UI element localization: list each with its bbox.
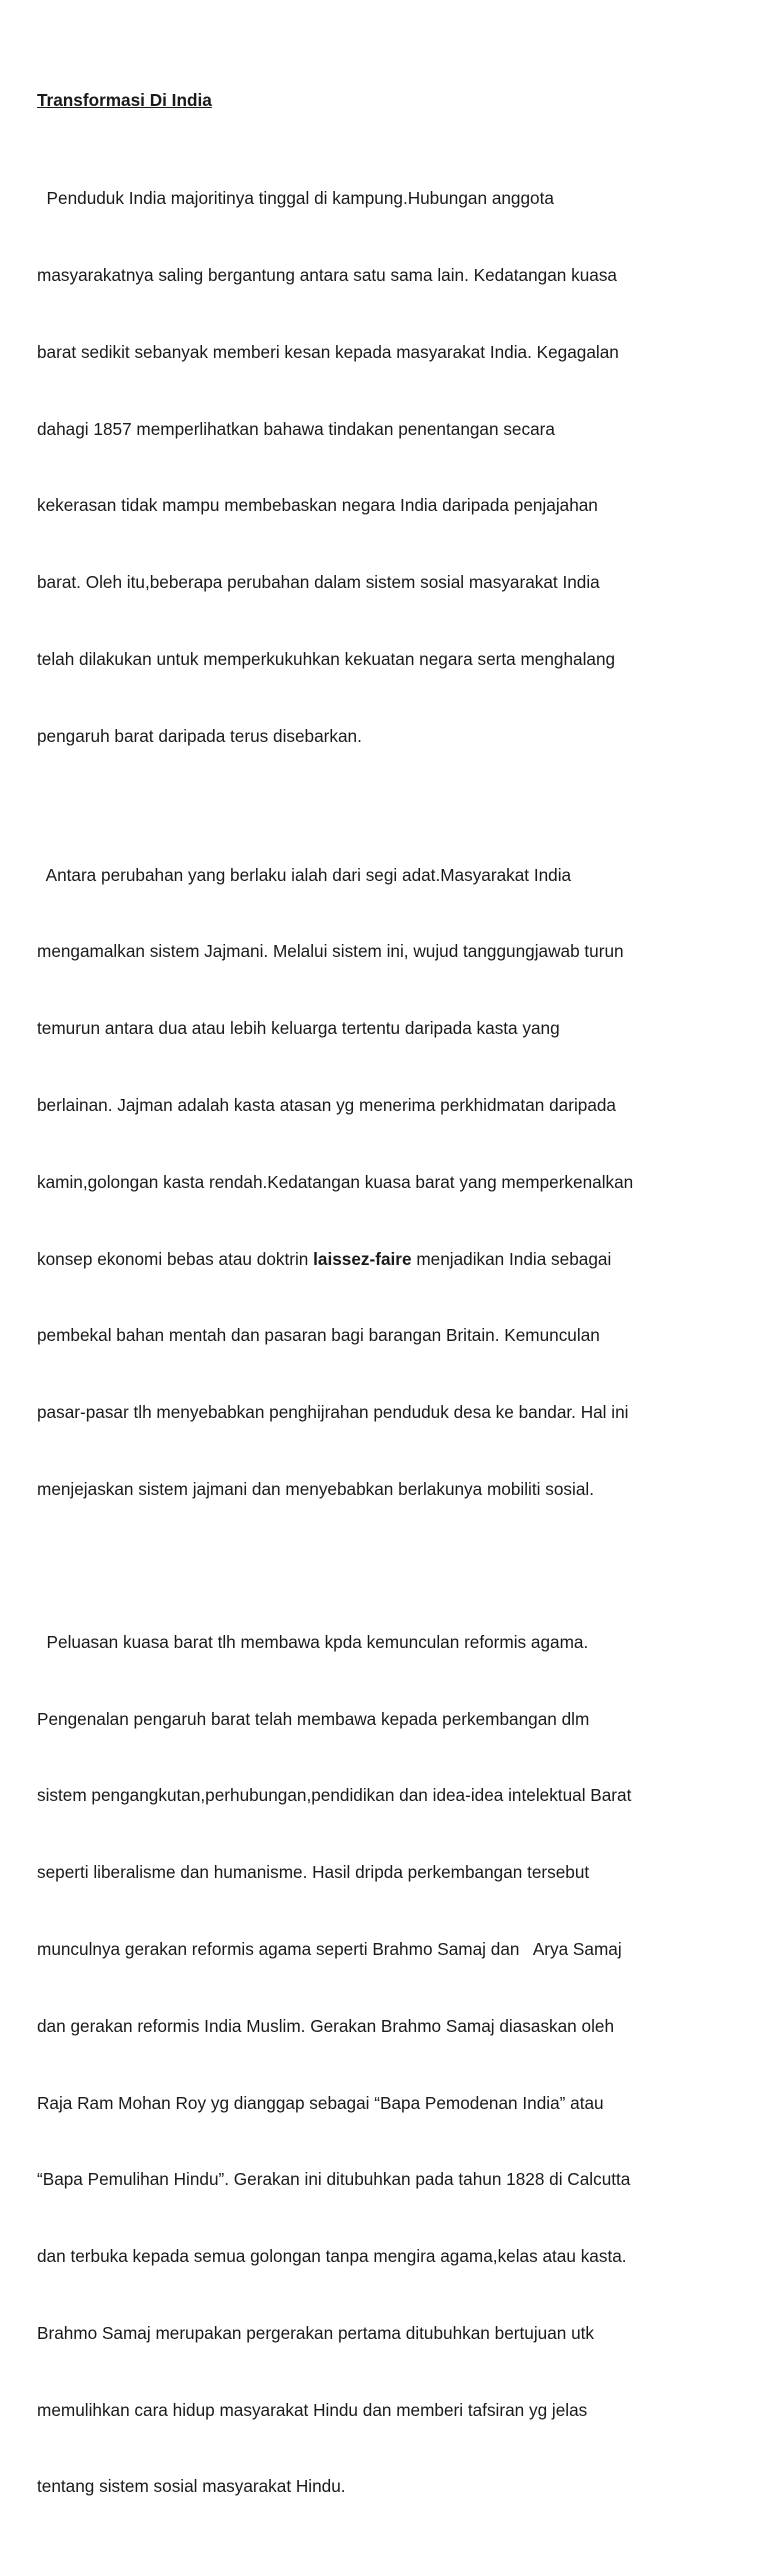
line-text: konsep ekonomi bebas atau doktrin	[37, 1248, 314, 1269]
paragraph-line: pembekal bahan mentah dan pasaran bagi barangan Britain. Kemunculan	[37, 1325, 600, 1346]
paragraph-line: pengaruh barat daripada terus disebarkan.	[37, 725, 362, 746]
paragraph-line: dan terbuka kepada semua golongan tanpa mengira agama,kelas atau kasta.	[37, 2246, 627, 2267]
paragraph-line: telah dilakukan untuk memperkukuhkan kekuatan negara serta menghalang	[37, 648, 616, 669]
paragraph-line: pasar-pasar tlh menyebabkan penghijrahan penduduk desa ke bandar. Hal ini	[37, 1402, 629, 1423]
paragraph-line: masyarakatnya saling bergantung antara satu sama lain. Kedatangan kuasa	[37, 264, 617, 285]
paragraph-line: barat sedikit sebanyak memberi kesan kepada masyarakat India. Kegagalan	[37, 341, 619, 362]
bold-term: laissez-faire	[313, 1248, 412, 1269]
paragraph-line: kekerasan tidak mampu membebaskan negara India daripada penjajahan	[37, 495, 598, 516]
paragraph-line: barat. Oleh itu,beberapa perubahan dalam sistem sosial masyarakat India	[37, 572, 600, 593]
paragraph-line: munculnya gerakan reformis agama seperti Brahmo Samaj dan Arya Samaj	[37, 1938, 622, 1959]
paragraph-1	[37, 135, 737, 800]
paragraph-line: sistem pengangkutan,perhubungan,pendidikan dan idea-idea intelektual Barat	[37, 1785, 632, 1806]
line-text: menjadikan India sebagai	[411, 1248, 612, 1269]
paragraph-line: menjejaskan sistem jajmani dan menyebabkan berlakunya mobiliti sosial.	[37, 1478, 594, 1499]
paragraph-line: Antara perubahan yang berlaku ialah dari segi adat.Masyarakat India	[37, 864, 572, 885]
paragraph-line: berlainan. Jajman adalah kasta atasan yg menerima perkhidmatan daripada	[37, 1094, 616, 1115]
paragraph-line: mengamalkan sistem Jajmani. Melalui sistem ini, wujud tanggungjawab turun	[37, 941, 624, 962]
paragraph-line: dahagi 1857 memperlihatkan bahawa tindakan penentangan secara	[37, 418, 555, 439]
document-body	[37, 88, 737, 2551]
paragraph-line: Brahmo Samaj merupakan pergerakan pertama ditubuhkan bertujuan utk	[37, 2322, 595, 2343]
document-title: Transformasi Di India	[37, 90, 212, 110]
paragraph-line: Penduduk India majoritinya tinggal di kampung.Hubungan anggota	[37, 188, 554, 209]
paragraph-line: kamin,golongan kasta rendah.Kedatangan kuasa barat yang memperkenalkan	[37, 1171, 634, 1192]
paragraph-line: dan gerakan reformis India Muslim. Gerakan Brahmo Samaj diasaskan oleh	[37, 2015, 615, 2036]
paragraph-line: Pengenalan pengaruh barat telah membawa kepada perkembangan dlm	[37, 1708, 590, 1729]
paragraph-2	[37, 811, 737, 1553]
paragraph-line: “Bapa Pemulihan Hindu”. Gerakan ini ditubuhkan pada tahun 1828 di Calcutta	[37, 2169, 631, 2190]
paragraph-line: seperti liberalisme dan humanisme. Hasil dripda perkembangan tersebut	[37, 1862, 590, 1883]
paragraph-line: temurun antara dua atau lebih keluarga tertentu daripada kasta yang	[37, 1018, 560, 1039]
paragraph-line: tentang sistem sosial masyarakat Hindu.	[37, 2476, 346, 2497]
paragraph-line-with-bold	[37, 1247, 737, 1273]
paragraph-line: Raja Ram Mohan Roy yg dianggap sebagai “Bapa Pemodenan India” atau	[37, 2092, 604, 2113]
paragraph-3	[37, 1579, 737, 2551]
paragraph-line: memulihkan cara hidup masyarakat Hindu dan memberi tafsiran yg jelas	[37, 2399, 588, 2420]
paragraph-line: Peluasan kuasa barat tlh membawa kpda kemunculan reformis agama.	[37, 1631, 589, 1652]
